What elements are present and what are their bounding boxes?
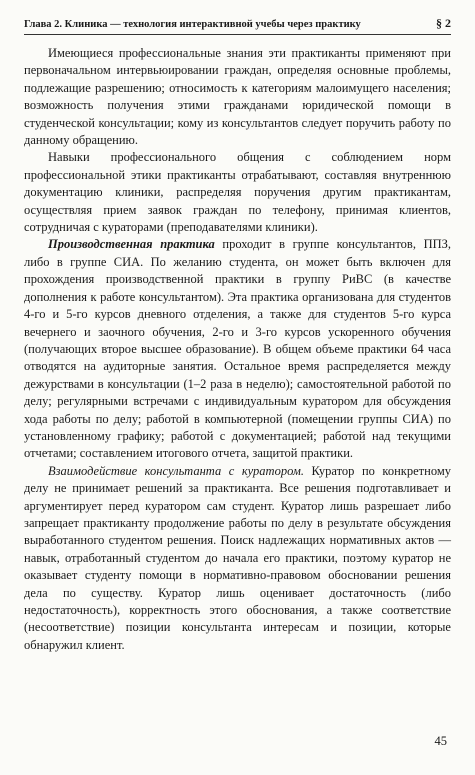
paragraph-text: Куратор по конкретному делу не принимает решений за практиканта. Все решения подготавливает и аргументирует перед куратором сам студент. Куратор лишь разрешает либо запрещает практиканту продолжение работы по делу в результате обсуждения выработанного студентом решения. Поиск надлежащих нормативных актов — навык, отработанный студентом до начала его практики, поэтому куратор не оказывает студенту помощи в нормативно-правовом обосновании решения дела по существу. Куратор лишь оценивает достаточность (либо недостаточность), корректность этого обоснования, а также соответствие (несоответствие) позиции консультанта интересам и позиции, которые обнаружил клиент. (24, 463, 451, 652)
paragraph-lead-term: Производственная практика (48, 237, 215, 252)
body-text (24, 45, 451, 654)
paragraph-text: Имеющиеся профессиональные знания эти практиканты применяют при первоначальном интервьюировании граждан, определяя основные проблемы, подлежащие разрешению; относимость к категориям малоимущего населения; возможность получения этими гражданами юридической помощи в студенческой консультации; кому из консультантов следует поручить работу по данному обращению. (24, 46, 451, 148)
paragraph (24, 45, 451, 149)
page-number: 45 (434, 734, 447, 748)
paragraph (24, 149, 451, 236)
paragraph (24, 463, 451, 654)
paragraph-lead-term: Взаимодействие консультанта с куратором. (48, 463, 304, 478)
running-header (24, 16, 451, 35)
paragraph-text: проходит в группе консультантов, ППЗ, либо в группе СИА. По желанию студента, он может быть включен для прохождения производственной практики в группу РиВС (в качестве дополнения к работе консультантом). Эта практика организована для студентов 4-го и 5-го курсов дневного отделения, а также для студентов 5-го курса вечернего и заочного обучения, 2-го и 3-го курсов ускоренного обучения (получающих второе высшее образование). В общем объеме практики 64 часа отводятся на аудиторные занятия. Остальное время распределяется между дежурствами в консультации (1–2 раза в неделю); самостоятельной работой по делу; регулярными встречами с индивидуальным куратором для обсуждения хода работы по делу; работой в компьютерной (помещении группы СИА) по установленному графику; работой с документацией; работой над текущими отчетами; составлением итогового отчета, защитой практики. (24, 237, 452, 461)
paragraph-text: Навыки профессионального общения с соблюдением норм профессиональной этики практиканты отрабатывают, составляя внутреннюю документацию клиники, распределяя поручения другим практикантам, осуществляя прием заявок граждан по телефону, принимая клиентов, сотрудничая с кураторами (преподавателями клиники). (24, 150, 451, 235)
chapter-title: Глава 2. Клиника — технология интерактивной учебы через практику (24, 19, 361, 30)
paragraph (24, 236, 451, 462)
section-mark: § 2 (436, 16, 451, 30)
